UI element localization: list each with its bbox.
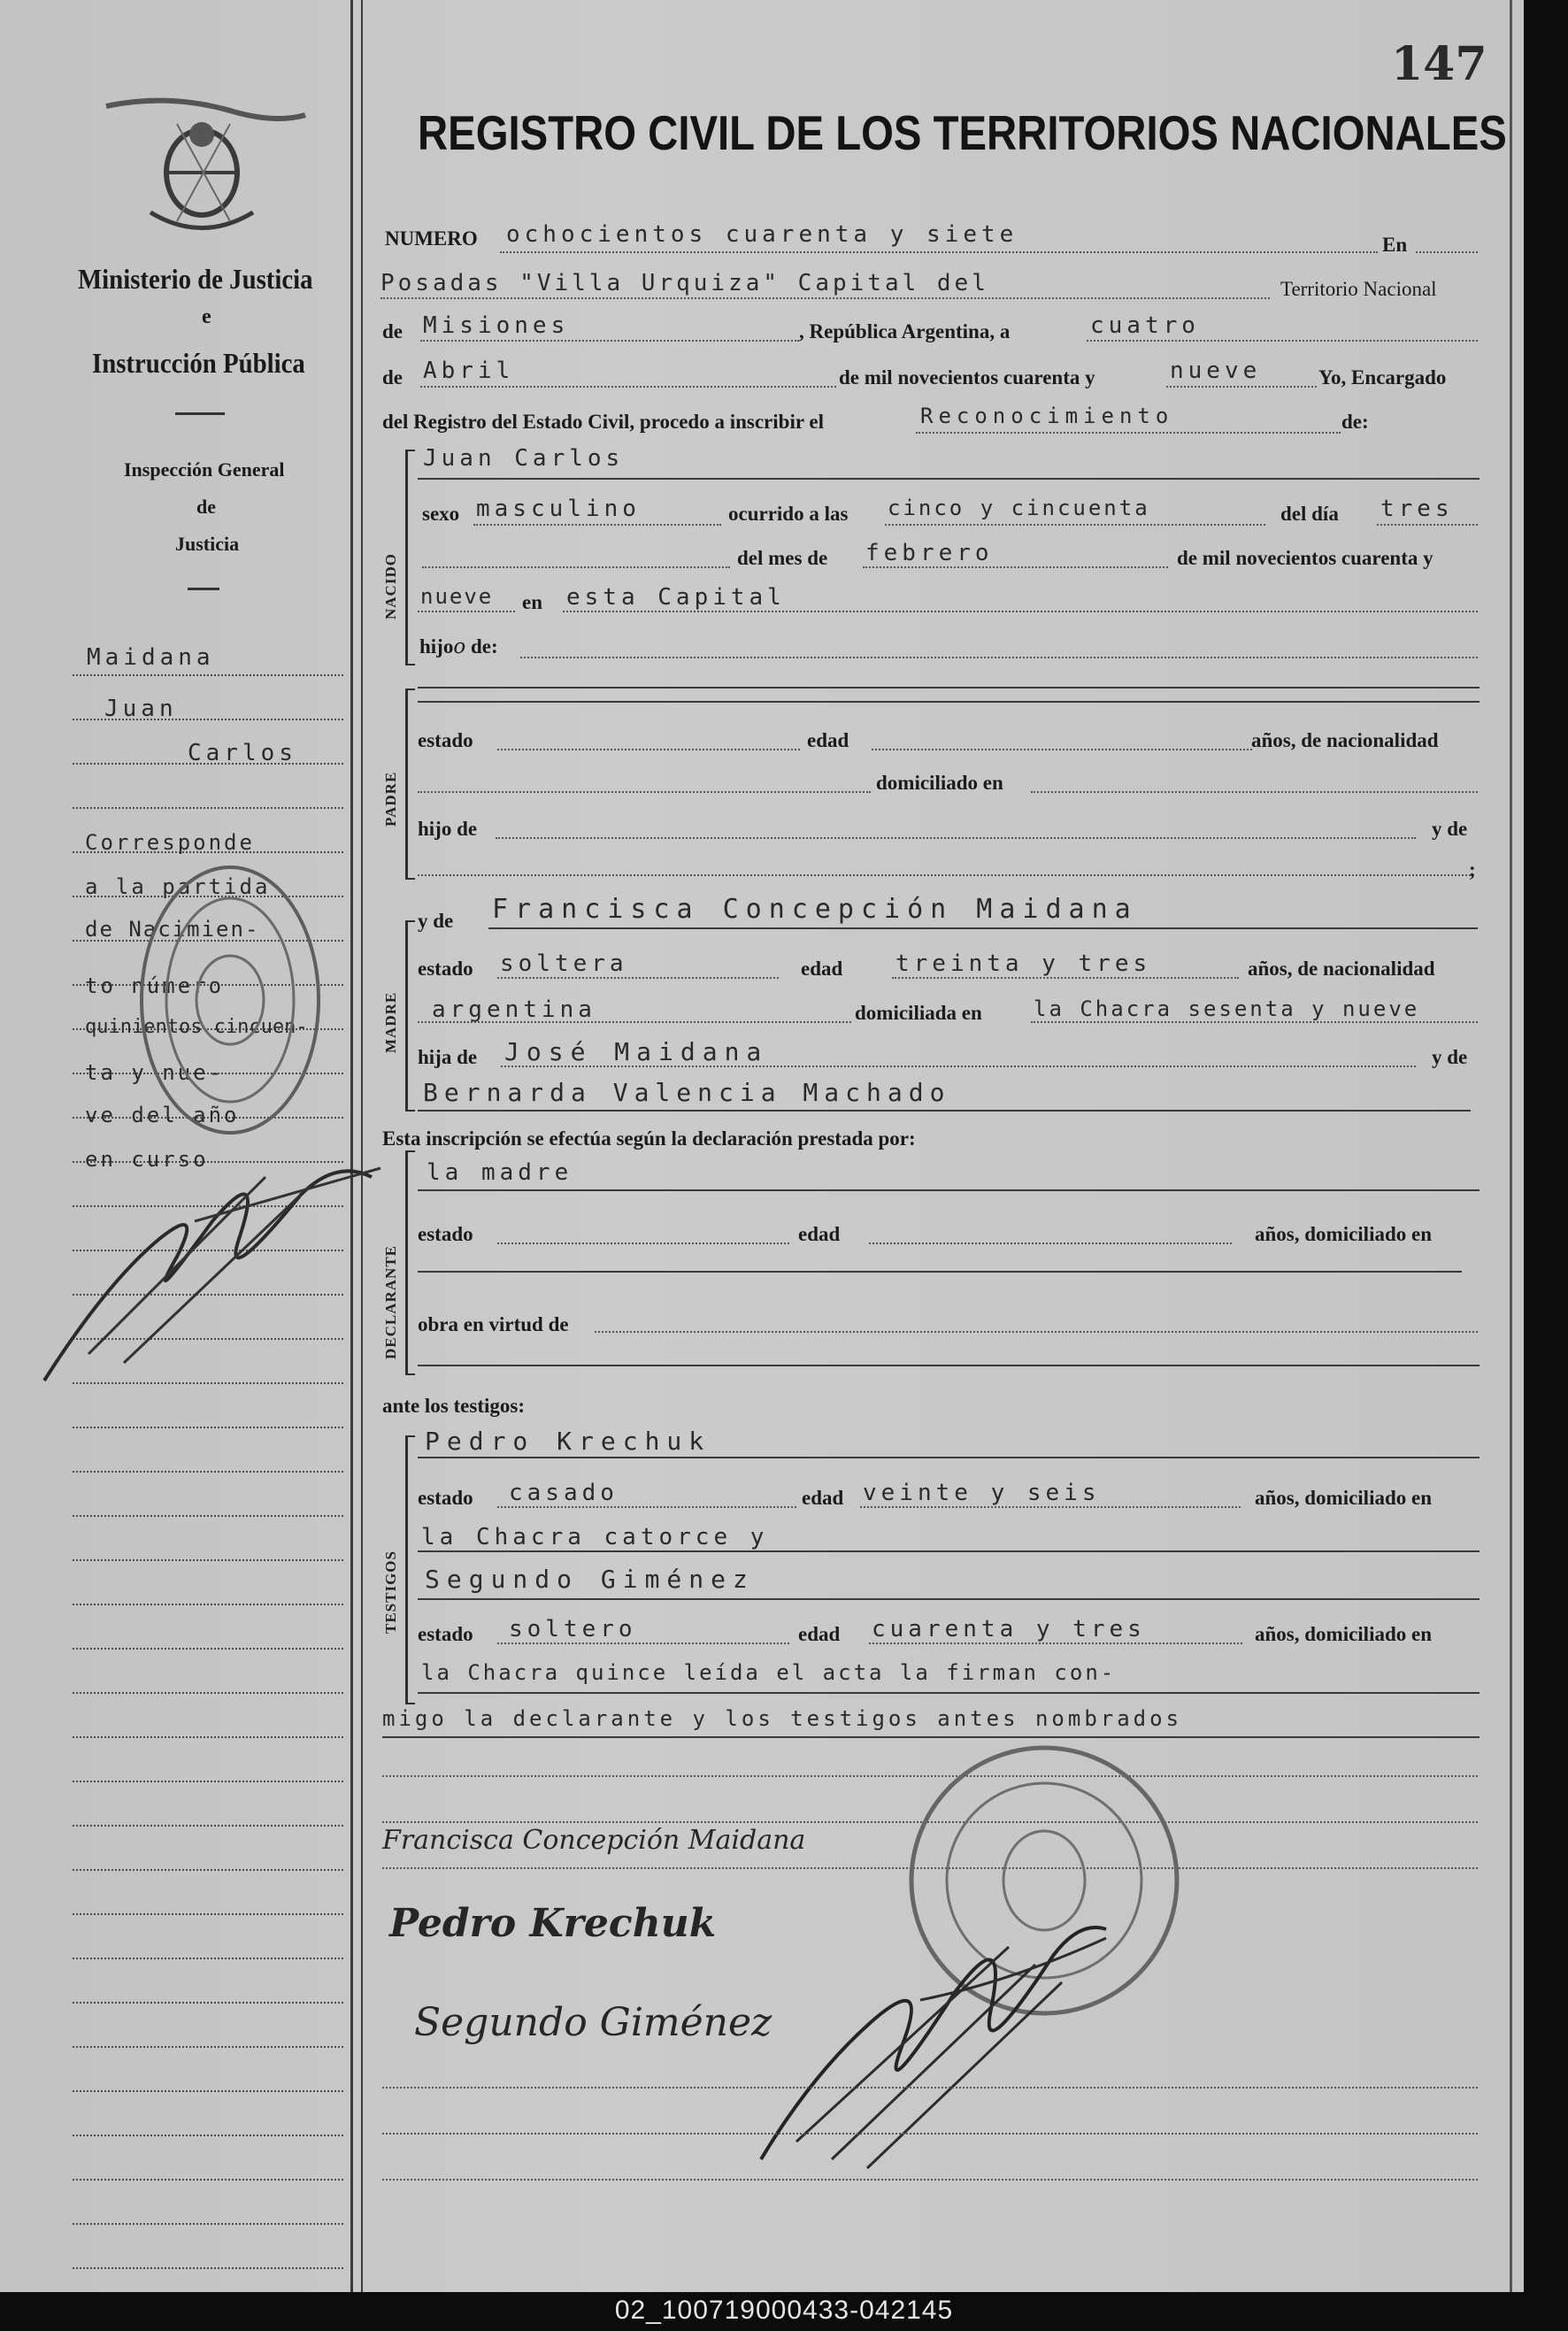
blank-line-6	[382, 2179, 1478, 2181]
testigo2-edad-rule	[869, 1642, 1242, 1644]
testigo1-edad-value: veinte y seis	[863, 1480, 1101, 1506]
sexo-rule	[473, 524, 721, 526]
padre-yde-rule	[418, 874, 1471, 876]
padre-semicolon: ;	[1469, 858, 1476, 881]
margin-rule	[73, 1736, 343, 1738]
padre-hijo-label: hijo de	[418, 818, 478, 840]
margin-note-line-7: to número	[85, 973, 225, 998]
declarante-dom-rule	[418, 1271, 1462, 1273]
mes-value: febrero	[865, 540, 994, 566]
declarante-intro: Esta inscripción se efectúa según la declaración prestada por:	[382, 1127, 916, 1150]
officer-signature-icon	[743, 1894, 1115, 2186]
lugar-rule	[563, 611, 1478, 612]
madre-section-label: MADRE	[382, 991, 399, 1053]
act-rule	[916, 432, 1341, 434]
testigo1-name-rule	[418, 1457, 1480, 1458]
page-title: REGISTRO CIVIL DE LOS TERRITORIOS NACIONALES	[418, 105, 1507, 160]
declarante-edad-label: edad	[798, 1223, 841, 1245]
declarante-obra-label: obra en virtud de	[418, 1313, 569, 1335]
numero-rule	[500, 251, 1378, 253]
margin-note-line-4: Corresponde	[85, 830, 255, 855]
territory-rule	[420, 340, 799, 342]
nacido-section-label: NACIDO	[382, 553, 399, 619]
testigo2-edad-value: cuarenta y tres	[872, 1616, 1146, 1642]
margin-note-line-8: quinientos cincuen-	[85, 1016, 308, 1038]
testigos-section-label: TESTIGOS	[382, 1550, 399, 1634]
padre-estado-label: estado	[418, 729, 473, 751]
lugar-value: esta Capital	[566, 584, 786, 611]
territorio-label: Territorio Nacional	[1280, 278, 1437, 300]
margin-rule	[73, 2223, 343, 2225]
margin-rule	[73, 1958, 343, 1959]
nacido-en-label: en	[522, 591, 542, 613]
testigo2-domicilio: la Chacra quince leída el acta la firman con-	[421, 1660, 1117, 1685]
day-value: cuatro	[1090, 312, 1200, 339]
margin-rule	[73, 1869, 343, 1871]
hijo-rule	[520, 657, 1478, 658]
year-rule	[1166, 386, 1317, 388]
month-value: Abril	[423, 358, 515, 384]
testigo1-estado-label: estado	[418, 1487, 473, 1509]
madre-estado-rule	[497, 977, 779, 979]
inspection-line1: Inspección General	[124, 458, 285, 481]
margin-note-line-3: Carlos	[188, 740, 297, 766]
testigo2-name: Segundo Giménez	[425, 1565, 755, 1594]
padre-top-rule	[418, 687, 1480, 689]
declarante-estado-label: estado	[418, 1223, 473, 1245]
nacido-name-value: Juan Carlos	[423, 445, 625, 472]
madre-madre-rule	[418, 1110, 1471, 1112]
madre-hija-label: hija de	[418, 1046, 478, 1068]
day-rule	[1087, 340, 1478, 342]
testigo1-dom-rule	[418, 1550, 1480, 1552]
inspection-line3: Justicia	[175, 533, 240, 555]
testigo1-estado-rule	[497, 1506, 796, 1508]
margin-rule	[73, 1559, 343, 1561]
testigo2-estado-rule	[497, 1642, 789, 1644]
margin-rule	[73, 1825, 343, 1827]
en-label: En	[1382, 234, 1408, 256]
margin-signature-icon	[35, 1142, 389, 1398]
dia-value: tres	[1380, 496, 1454, 522]
declarante-obra-rule-2	[418, 1365, 1480, 1366]
testigo2-dom-rule	[418, 1692, 1480, 1694]
declarante-name-value: la madre	[427, 1159, 573, 1186]
margin-rule	[73, 1515, 343, 1517]
padre-estado-rule	[497, 749, 800, 750]
madre-domiciliada-label: domiciliada en	[855, 1002, 982, 1024]
margin-rule	[73, 1471, 343, 1473]
padre-nac-rule	[418, 791, 871, 793]
declarante-name-rule	[418, 1189, 1480, 1191]
margin-rule	[73, 2090, 343, 2092]
madre-nac-rule	[418, 1021, 851, 1023]
madre-y-de-label: y de	[418, 910, 454, 932]
testigo2-anios-label: años, domiciliado en	[1255, 1623, 1433, 1645]
anio-value: nueve	[420, 584, 494, 609]
margin-stamp-icon	[124, 850, 336, 1150]
declarante-edad-rule	[869, 1242, 1232, 1244]
place-value: Posadas "Villa Urquiza" Capital del	[380, 270, 989, 296]
padre-anios-label: años, de nacionalidad	[1251, 729, 1439, 751]
madre-name-rule	[488, 927, 1478, 929]
year-text: de mil novecientos cuarenta y	[839, 366, 1095, 388]
sidebar-divider-1	[175, 412, 225, 415]
margin-rule	[73, 1692, 343, 1694]
testigos-intro: ante los testigos:	[382, 1395, 525, 1417]
margin-note-line-9: ta y nue-	[85, 1060, 225, 1085]
signature-2: Pedro Krechuk	[389, 1901, 717, 1946]
registro-text: del Registro del Estado Civil, procedo a inscribir el	[382, 411, 824, 433]
margin-note-line-5: a la partida	[85, 874, 271, 899]
de3-label: de:	[1341, 411, 1369, 433]
del-mes-label: del mes de	[737, 547, 828, 569]
declarante-anios-label: años, domiciliado en	[1255, 1223, 1433, 1245]
madre-name-value: Francisca Concepción Maidana	[492, 894, 1138, 925]
scan-identifier: 02_100719000433-042145	[614, 2296, 954, 2325]
hijo-de-label: de:	[470, 635, 498, 658]
de2-label: de	[382, 366, 403, 388]
padre-edad-rule	[872, 749, 1252, 750]
margin-rule	[73, 674, 343, 676]
margin-rule	[73, 2135, 343, 2136]
madre-dom-rule	[1031, 1021, 1478, 1023]
margin-rule	[73, 1427, 343, 1428]
padre-y-de-label: y de	[1432, 818, 1468, 840]
margin-rule	[73, 2046, 343, 2048]
margin-note-line-11: en curso	[85, 1147, 209, 1172]
margin-note-line-1: Maidana	[87, 644, 215, 671]
signature-1: Francisca Concepción Maidana	[382, 1825, 806, 1856]
dia-rule	[1377, 524, 1478, 526]
declarante-section-label: DECLARANTE	[382, 1244, 399, 1359]
padre-hijo-rule	[496, 837, 1416, 839]
blank-line-4	[382, 2087, 1478, 2089]
padre-dom-rule	[1031, 791, 1478, 793]
padre-top-rule-2	[418, 701, 1480, 703]
madre-edad-label: edad	[801, 958, 843, 980]
margin-note-line-10: ve del año	[85, 1103, 240, 1127]
margin-rule	[73, 2267, 343, 2269]
padre-section-label: PADRE	[382, 771, 399, 827]
madre-y-de2-label: y de	[1432, 1046, 1468, 1068]
anio-text: de mil novecientos cuarenta y	[1177, 547, 1433, 569]
hijo-suffix: o	[453, 635, 466, 658]
page-edge-right	[1510, 0, 1512, 2292]
madre-padre-rule	[501, 1065, 1416, 1067]
margin-rule	[73, 2179, 343, 2181]
testigo1-name: Pedro Krechuk	[425, 1427, 711, 1456]
declarante-obra-rule	[595, 1331, 1478, 1333]
padre-bracket	[405, 689, 415, 880]
signature-3: Segundo Giménez	[414, 2000, 772, 2045]
blank-line-5	[382, 2133, 1478, 2135]
testigo1-domicilio: la Chacra catorce y	[421, 1524, 769, 1550]
madre-nacionalidad-value: argentina	[432, 996, 596, 1023]
margin-rule	[73, 2002, 343, 2004]
margin-rule	[73, 807, 343, 809]
margin-rule	[73, 1781, 343, 1782]
numero-value: ochocientos cuarenta y siete	[506, 221, 1018, 248]
hijo-label	[419, 635, 498, 658]
numero-label: NUMERO	[385, 227, 478, 250]
coat-of-arms-icon	[97, 88, 310, 239]
ministry-line2: Instrucción Pública	[92, 347, 305, 379]
hora-value: cinco y cincuenta	[888, 496, 1150, 520]
dia2-rule	[422, 566, 730, 568]
en-rule	[1416, 251, 1478, 253]
hijo-word: hijo	[419, 635, 454, 658]
testigo1-edad-label: edad	[802, 1487, 844, 1509]
madre-bracket	[405, 920, 415, 1112]
sexo-value: masculino	[476, 496, 641, 522]
margin-rule	[73, 1913, 343, 1915]
testigos-bracket	[405, 1435, 415, 1704]
mes-rule	[863, 566, 1168, 568]
closing-text: migo la declarante y los testigos antes nombrados	[382, 1706, 1183, 1731]
testigo2-estado-value: soltero	[509, 1616, 637, 1642]
madre-padre-value: José Maidana	[504, 1037, 769, 1066]
margin-note-line-2: Juan	[104, 696, 178, 722]
testigo2-edad-label: edad	[798, 1623, 841, 1645]
testigo1-estado-value: casado	[509, 1480, 619, 1506]
madre-estado-value: soltera	[500, 950, 628, 977]
ministry-conj: e	[202, 305, 211, 328]
madre-edad-rule	[892, 977, 1239, 979]
testigo1-edad-rule	[860, 1506, 1241, 1508]
testigo2-name-rule	[418, 1598, 1480, 1600]
margin-rule	[73, 1648, 343, 1650]
anio-rule	[418, 611, 515, 612]
nacido-bracket	[405, 450, 415, 665]
year-value: nueve	[1170, 358, 1262, 384]
testigo2-estado-label: estado	[418, 1623, 473, 1645]
sexo-label: sexo	[422, 503, 460, 525]
month-rule	[420, 386, 836, 388]
ministry-line1: Ministerio de Justicia	[78, 263, 313, 295]
margin-note-line-6: de Nacimien-	[85, 917, 260, 942]
nacido-name-rule	[418, 478, 1480, 480]
del-dia-label: del día	[1280, 503, 1339, 525]
madre-anios-label: años, de nacionalidad	[1248, 958, 1435, 980]
inspection-line2: de	[196, 496, 216, 518]
declarante-estado-rule	[497, 1242, 789, 1244]
padre-edad-label: edad	[807, 729, 849, 751]
yo-text: Yo, Encargado	[1318, 366, 1447, 388]
ocurrido-label: ocurrido a las	[728, 503, 849, 525]
padre-domiciliado-label: domiciliado en	[876, 772, 1003, 794]
testigo1-anios-label: años, domiciliado en	[1255, 1487, 1433, 1509]
act-value: Reconocimiento	[920, 404, 1174, 428]
madre-madre-value: Bernarda Valencia Machado	[423, 1078, 951, 1107]
madre-domicilio-value: la Chacra sesenta y nueve	[1034, 996, 1420, 1021]
hora-rule	[885, 524, 1265, 526]
territory-value: Misiones	[423, 312, 570, 339]
page-number: 147	[1391, 37, 1487, 91]
place-rule	[380, 297, 1270, 299]
madre-edad-value: treinta y tres	[895, 950, 1152, 977]
republica-label: , República Argentina, a	[799, 320, 1011, 342]
declarante-bracket	[405, 1150, 415, 1375]
de-label: de	[382, 320, 403, 342]
sidebar-divider-2	[188, 588, 219, 590]
margin-rule	[73, 1604, 343, 1605]
madre-estado-label: estado	[418, 958, 473, 980]
